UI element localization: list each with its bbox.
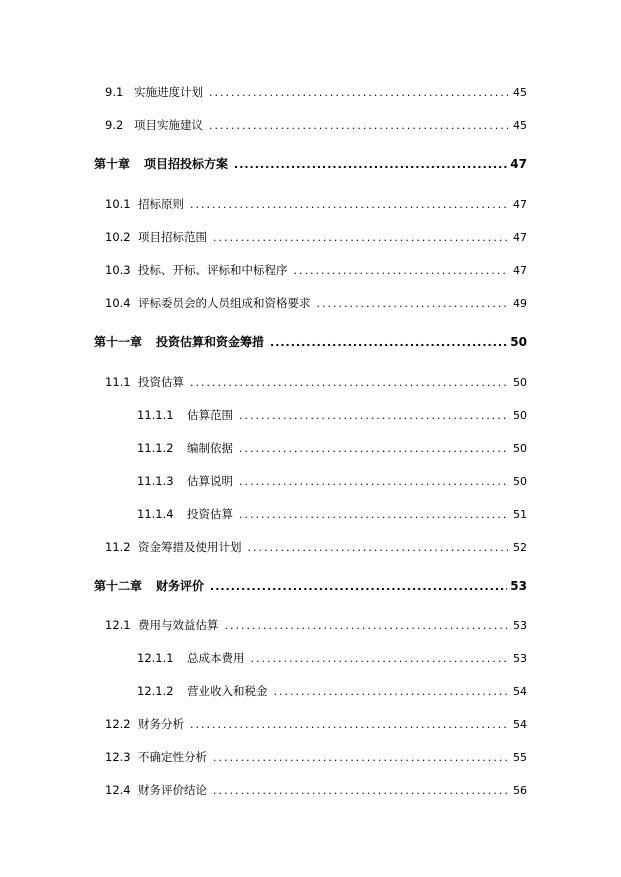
toc-subentry[interactable] (137, 682, 527, 700)
toc-entry-title: 估算范围 (187, 408, 233, 422)
toc-entry-title: 项目招投标方案 (144, 157, 229, 171)
toc-dot-leader (251, 650, 509, 668)
toc-entry-number: 11.1 (105, 375, 131, 389)
toc-entry-title: 总成本费用 (187, 651, 245, 665)
toc-entry[interactable] (105, 781, 527, 799)
toc-entry[interactable] (105, 538, 527, 556)
toc-entry-title: 投资估算 (138, 375, 184, 389)
toc-entry-page: 55 (513, 751, 527, 764)
toc-entry-title: 估算说明 (187, 474, 233, 488)
toc-subentry[interactable] (137, 439, 527, 457)
toc-subentry[interactable] (137, 406, 527, 424)
toc-entry-page: 47 (513, 264, 527, 277)
toc-dot-leader (248, 539, 509, 557)
toc-entry[interactable] (105, 715, 527, 733)
toc-entry-number: 12.2 (105, 717, 131, 731)
toc-subentry[interactable] (137, 472, 527, 490)
toc-entry-number: 11.2 (105, 540, 131, 554)
toc-dot-leader (213, 782, 508, 800)
toc-entry[interactable] (105, 261, 527, 279)
toc-entry-title: 项目招标范围 (138, 230, 207, 244)
toc-dot-leader (225, 617, 509, 635)
toc-entry-title: 资金筹措及使用计划 (138, 540, 242, 554)
toc-chapter-entry[interactable] (94, 577, 527, 595)
toc-entry-page: 45 (513, 119, 527, 132)
toc-dot-leader (209, 117, 508, 135)
toc-entry[interactable] (105, 373, 527, 391)
toc-subentry[interactable] (137, 505, 527, 523)
toc-entry[interactable] (105, 195, 527, 213)
toc-dot-leader (190, 196, 508, 214)
toc-dot-leader (274, 683, 509, 701)
toc-entry-title: 编制依据 (187, 441, 233, 455)
toc-chapter-entry[interactable] (94, 155, 527, 173)
toc-entry-number: 11.1.3 (137, 474, 174, 488)
toc-dot-leader (239, 506, 508, 524)
toc-entry-page: 50 (510, 335, 527, 349)
toc-dot-leader (213, 749, 508, 767)
toc-dot-leader (190, 374, 508, 392)
toc-entry-number: 10.4 (105, 296, 131, 310)
toc-entry-number: 第十二章 (94, 579, 143, 593)
toc-dot-leader (317, 295, 509, 313)
toc-entry-page: 50 (513, 376, 527, 389)
toc-entry-page: 54 (513, 685, 527, 698)
toc-entry-number: 12.3 (105, 750, 131, 764)
toc-dot-leader (190, 716, 508, 734)
toc-entry-page: 47 (513, 231, 527, 244)
toc-entry[interactable] (105, 116, 527, 134)
toc-dot-leader (239, 440, 508, 458)
toc-dot-leader (234, 156, 507, 174)
toc-entry-number: 12.1.2 (137, 684, 174, 698)
toc-entry-page: 50 (513, 442, 527, 455)
toc-entry[interactable] (105, 228, 527, 246)
toc-entry-title: 费用与效益估算 (138, 618, 219, 632)
toc-entry-number: 9.1 (105, 85, 124, 99)
toc-entry-title: 评标委员会的人员组成和资格要求 (138, 296, 311, 310)
toc-entry-page: 56 (513, 784, 527, 797)
toc-subentry[interactable] (137, 649, 527, 667)
toc-entry-page: 54 (513, 718, 527, 731)
toc-dot-leader (270, 334, 507, 352)
toc-entry-number: 第十章 (94, 157, 131, 171)
toc-entry-number: 10.2 (105, 230, 131, 244)
toc-entry-page: 50 (513, 409, 527, 422)
toc-entry-number: 9.2 (105, 118, 124, 132)
toc-entry-title: 不确定性分析 (138, 750, 207, 764)
toc-entry-page: 47 (510, 157, 527, 171)
toc-entry-number: 10.3 (105, 263, 131, 277)
toc-entry-title: 投资估算和资金筹措 (156, 335, 265, 349)
toc-entry-number: 12.1 (105, 618, 131, 632)
toc-entry-page: 45 (513, 86, 527, 99)
toc-dot-leader (210, 578, 507, 596)
toc-dot-leader (239, 407, 508, 425)
toc-entry[interactable] (105, 83, 527, 101)
toc-entry-number: 11.1.2 (137, 441, 174, 455)
toc-entry-number: 12.1.1 (137, 651, 174, 665)
toc-entry-number: 11.1.1 (137, 408, 174, 422)
toc-entry[interactable] (105, 616, 527, 634)
toc-entry-title: 财务评价结论 (138, 783, 207, 797)
toc-entry-title: 财务评价 (156, 579, 205, 593)
toc-entry-page: 52 (513, 541, 527, 554)
toc-entry[interactable] (105, 294, 527, 312)
toc-entry-number: 第十一章 (94, 335, 143, 349)
toc-entry-number: 10.1 (105, 197, 131, 211)
toc-entry-page: 53 (510, 579, 527, 593)
toc-entry-title: 项目实施建议 (134, 118, 203, 132)
toc-entry-title: 招标原则 (138, 197, 184, 211)
toc-entry-number: 11.1.4 (137, 507, 174, 521)
toc-entry-number: 12.4 (105, 783, 131, 797)
toc-chapter-entry[interactable] (94, 333, 527, 351)
toc-entry-page: 53 (513, 652, 527, 665)
toc-dot-leader (209, 84, 508, 102)
toc-entry-page: 53 (513, 619, 527, 632)
toc-entry-title: 营业收入和税金 (187, 684, 268, 698)
toc-entry-page: 49 (513, 297, 527, 310)
toc-entry-title: 投标、开标、评标和中标程序 (138, 263, 288, 277)
toc-entry-title: 实施进度计划 (134, 85, 203, 99)
toc-dot-leader (213, 229, 508, 247)
toc-entry-page: 51 (513, 508, 527, 521)
toc-dot-leader (239, 473, 508, 491)
toc-entry-title: 财务分析 (138, 717, 184, 731)
toc-entry-page: 47 (513, 198, 527, 211)
toc-entry-page: 50 (513, 475, 527, 488)
toc-dot-leader (294, 262, 509, 280)
toc-entry[interactable] (105, 748, 527, 766)
toc-entry-title: 投资估算 (187, 507, 233, 521)
